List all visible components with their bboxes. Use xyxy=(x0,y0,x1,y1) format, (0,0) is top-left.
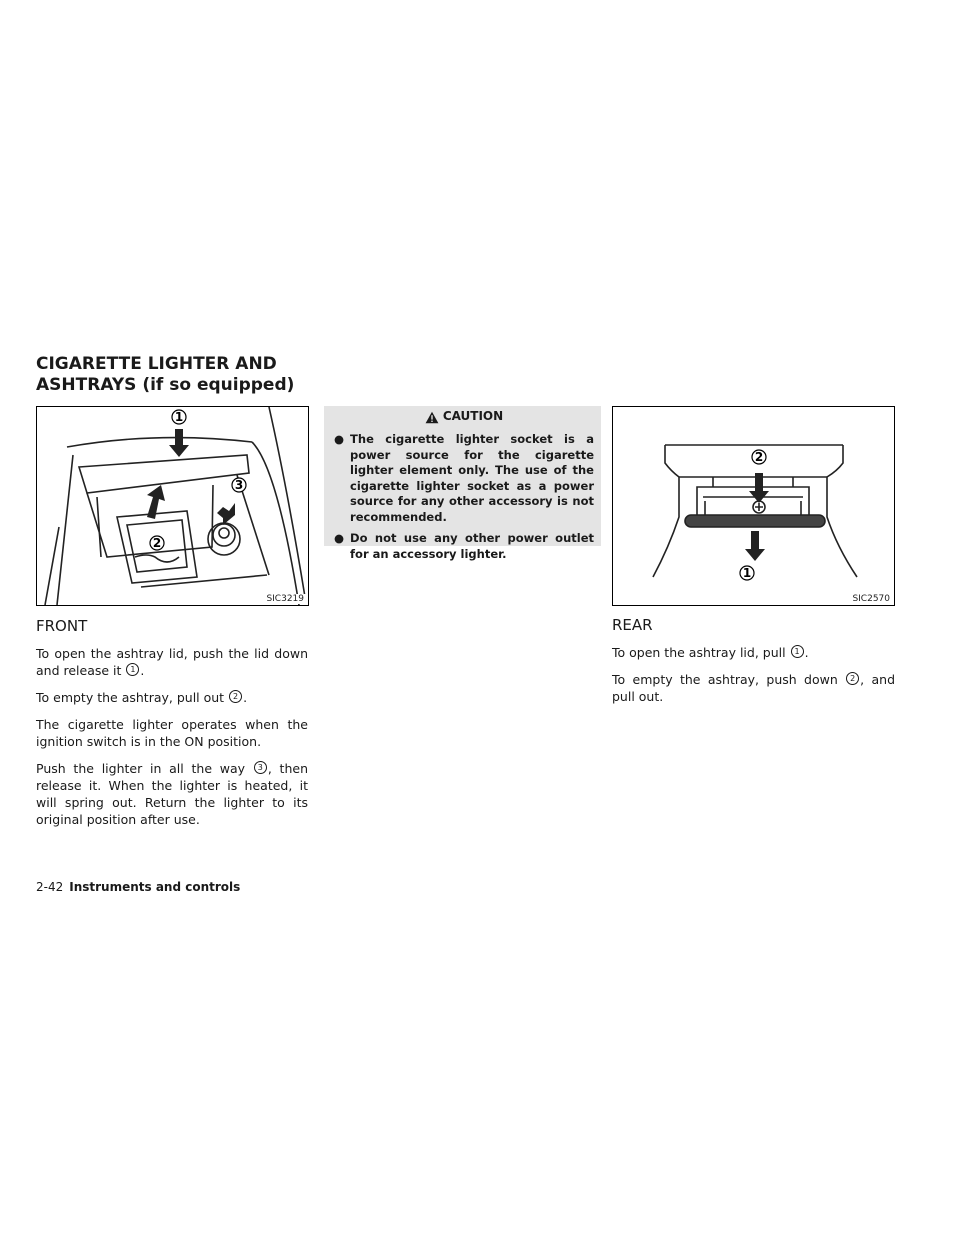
front-paragraph-3: The cigarette lighter operates when the ignition switch is in the ON position. xyxy=(36,717,308,749)
figure-label-3: 3 xyxy=(234,478,244,492)
section-title: CIGARETTE LIGHTER AND ASHTRAYS (if so equipped) xyxy=(36,354,295,395)
rear-section xyxy=(612,617,895,715)
rear-ashtray-figure xyxy=(612,406,895,606)
front-ashtray-illustration xyxy=(37,407,308,605)
front-paragraph-1: To open the ashtray lid, push the lid down and release it 1 . xyxy=(36,646,308,678)
front-section xyxy=(36,618,308,838)
caution-item: ● The cigarette lighter socket is a power source for the cigarette lighter element only. The use of the cigarette lighter socket as a power source for any other accessory is not recommended. xyxy=(334,432,594,524)
front-ashtray-figure xyxy=(36,406,309,606)
figure-label-2: 2 xyxy=(152,536,162,550)
page-number: 2-42 xyxy=(36,880,64,894)
page-footer xyxy=(36,880,240,894)
rear-figure-label-1: 1 xyxy=(742,566,752,580)
rear-paragraph-2: To empty the ashtray, push down 2 , and pull out. xyxy=(612,672,896,704)
caution-box xyxy=(324,406,601,561)
front-heading: FRONT xyxy=(36,617,88,635)
rear-heading: REAR xyxy=(612,616,653,634)
figure-code: SIC2570 xyxy=(852,594,890,604)
callout-2-icon: 2 xyxy=(846,672,859,685)
bullet-icon: ● xyxy=(334,432,345,446)
callout-3-icon: 3 xyxy=(254,761,267,774)
caution-list xyxy=(334,432,594,562)
callout-1-icon: 1 xyxy=(126,663,139,676)
callout-1-icon: 1 xyxy=(791,645,804,658)
rear-paragraph-1: To open the ashtray lid, pull 1 . xyxy=(612,645,809,660)
front-paragraph-2: To empty the ashtray, pull out 2 . xyxy=(36,690,248,705)
caution-title: CAUTION xyxy=(442,409,504,424)
rear-ashtray-illustration xyxy=(613,407,894,605)
front-paragraph-4: Push the lighter in all the way 3 , then release it. When the lighter is heated, it will spring out. Return the lighter to its original position after use. xyxy=(36,761,308,827)
caution-item: ● Do not use any other power outlet for an accessory lighter. xyxy=(334,531,594,561)
warning-icon xyxy=(425,411,439,424)
caution-header xyxy=(334,406,594,428)
figure-label-1: 1 xyxy=(174,410,184,424)
bullet-icon: ● xyxy=(334,531,345,545)
rear-figure-label-2: 2 xyxy=(754,450,764,464)
chapter-title: Instruments and controls xyxy=(69,880,241,894)
figure-code: SIC3219 xyxy=(266,594,304,604)
callout-2-icon: 2 xyxy=(229,690,242,703)
